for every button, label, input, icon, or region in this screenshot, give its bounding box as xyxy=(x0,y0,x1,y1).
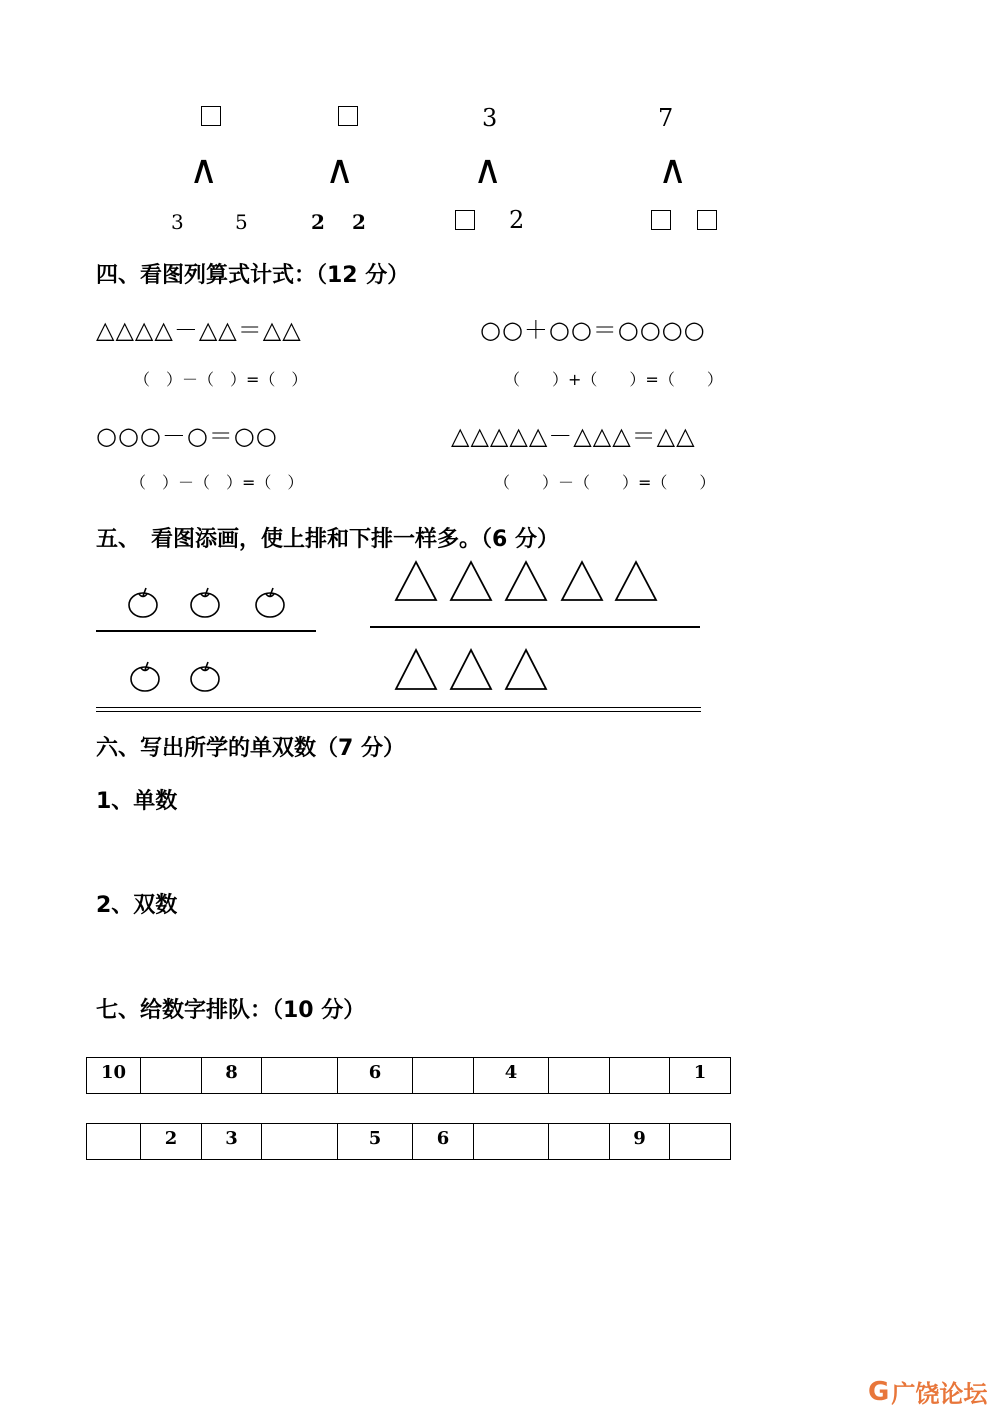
section-6-title: 六、写出所学的单双数（7 分） xyxy=(96,736,405,761)
triangle-icon xyxy=(451,562,491,600)
equation-1: △△△△－△△＝△△ xyxy=(96,316,302,344)
equation-4-blanks[interactable]: （ ）－（ ）=（ ） xyxy=(494,473,716,492)
odd-numbers-label: 1、单数 xyxy=(96,789,178,814)
tree-1-left: 3 xyxy=(171,210,184,234)
seq2-cell[interactable] xyxy=(474,1124,549,1160)
triangle-icon xyxy=(396,650,436,689)
seq2-cell[interactable]: 3 xyxy=(202,1124,262,1160)
tree-2-right: 2 xyxy=(352,210,366,234)
tree-1-right: 5 xyxy=(235,210,248,234)
seq2-cell[interactable] xyxy=(262,1124,338,1160)
equation-3: ○○○－○＝○○ xyxy=(96,422,278,450)
watermark-text: 广饶论坛 xyxy=(891,1380,988,1408)
seq2-cell[interactable] xyxy=(670,1124,731,1160)
seq2-cell[interactable] xyxy=(87,1124,141,1160)
apple-divider xyxy=(96,630,316,632)
equation-2: ○○＋○○＝○○○○ xyxy=(480,316,706,344)
equation-3-blanks[interactable]: （ ）－（ ）=（ ） xyxy=(130,473,304,492)
seq1-cell[interactable]: 6 xyxy=(338,1058,413,1094)
triangle-divider xyxy=(370,626,700,628)
triangle-drawing xyxy=(390,560,710,700)
bottom-double-line xyxy=(96,707,701,712)
tree-4-left-box[interactable] xyxy=(651,210,671,230)
tree-1-split: ∧ xyxy=(189,147,219,193)
number-sequence-row-1 xyxy=(86,1057,731,1094)
tree-1-top-box[interactable] xyxy=(201,106,221,126)
tree-3-split: ∧ xyxy=(473,147,503,193)
tree-4-right-box[interactable] xyxy=(697,210,717,230)
seq1-cell[interactable]: 10 xyxy=(87,1058,141,1094)
apple-icon xyxy=(131,662,159,691)
triangle-icon xyxy=(506,650,546,689)
seq1-cell[interactable]: 8 xyxy=(202,1058,262,1094)
triangle-icon xyxy=(562,562,602,600)
seq1-cell[interactable]: 4 xyxy=(474,1058,549,1094)
tree-3-left-box[interactable] xyxy=(455,210,475,230)
triangle-icon xyxy=(451,650,491,689)
tree-4-split: ∧ xyxy=(658,147,688,193)
equation-1-blanks[interactable]: （ ）－（ ）=（ ） xyxy=(134,370,308,389)
watermark-logo-icon: G xyxy=(868,1376,890,1407)
seq2-cell[interactable]: 6 xyxy=(413,1124,474,1160)
tree-3-top: 3 xyxy=(482,104,498,132)
triangle-icon xyxy=(506,562,546,600)
apple-icon xyxy=(191,662,219,691)
apple-icon xyxy=(191,588,219,617)
tree-2-left: 2 xyxy=(311,210,325,234)
equation-2-blanks[interactable]: （ ）+（ ）=（ ） xyxy=(504,370,723,389)
seq2-cell[interactable]: 5 xyxy=(338,1124,413,1160)
seq2-cell[interactable]: 2 xyxy=(141,1124,202,1160)
seq1-cell[interactable] xyxy=(610,1058,670,1094)
triangle-icon xyxy=(616,562,656,600)
triangle-icon xyxy=(396,562,436,600)
even-numbers-label: 2、双数 xyxy=(96,893,178,918)
tree-2-top-box[interactable] xyxy=(338,106,358,126)
seq2-cell[interactable]: 9 xyxy=(610,1124,670,1160)
apple-drawing xyxy=(90,583,330,713)
tree-4-top: 7 xyxy=(658,104,674,132)
seq2-cell[interactable] xyxy=(549,1124,610,1160)
seq1-cell[interactable] xyxy=(141,1058,202,1094)
tree-3-right: 2 xyxy=(509,206,525,234)
apple-icon xyxy=(129,588,157,617)
apple-icon xyxy=(256,588,284,617)
equation-4: △△△△△－△△△＝△△ xyxy=(451,422,696,450)
section-4-title: 四、看图列算式计式：（12 分） xyxy=(96,263,410,288)
seq1-cell[interactable] xyxy=(413,1058,474,1094)
number-sequence-row-2 xyxy=(86,1123,731,1160)
seq1-cell[interactable]: 1 xyxy=(670,1058,731,1094)
seq1-cell[interactable] xyxy=(262,1058,338,1094)
watermark xyxy=(868,1374,987,1409)
section-7-title: 七、给数字排队：（10 分） xyxy=(96,998,366,1023)
tree-2-split: ∧ xyxy=(325,147,355,193)
seq1-cell[interactable] xyxy=(549,1058,610,1094)
section-5-title: 五、 看图添画，使上排和下排一样多。（6 分） xyxy=(96,527,559,552)
